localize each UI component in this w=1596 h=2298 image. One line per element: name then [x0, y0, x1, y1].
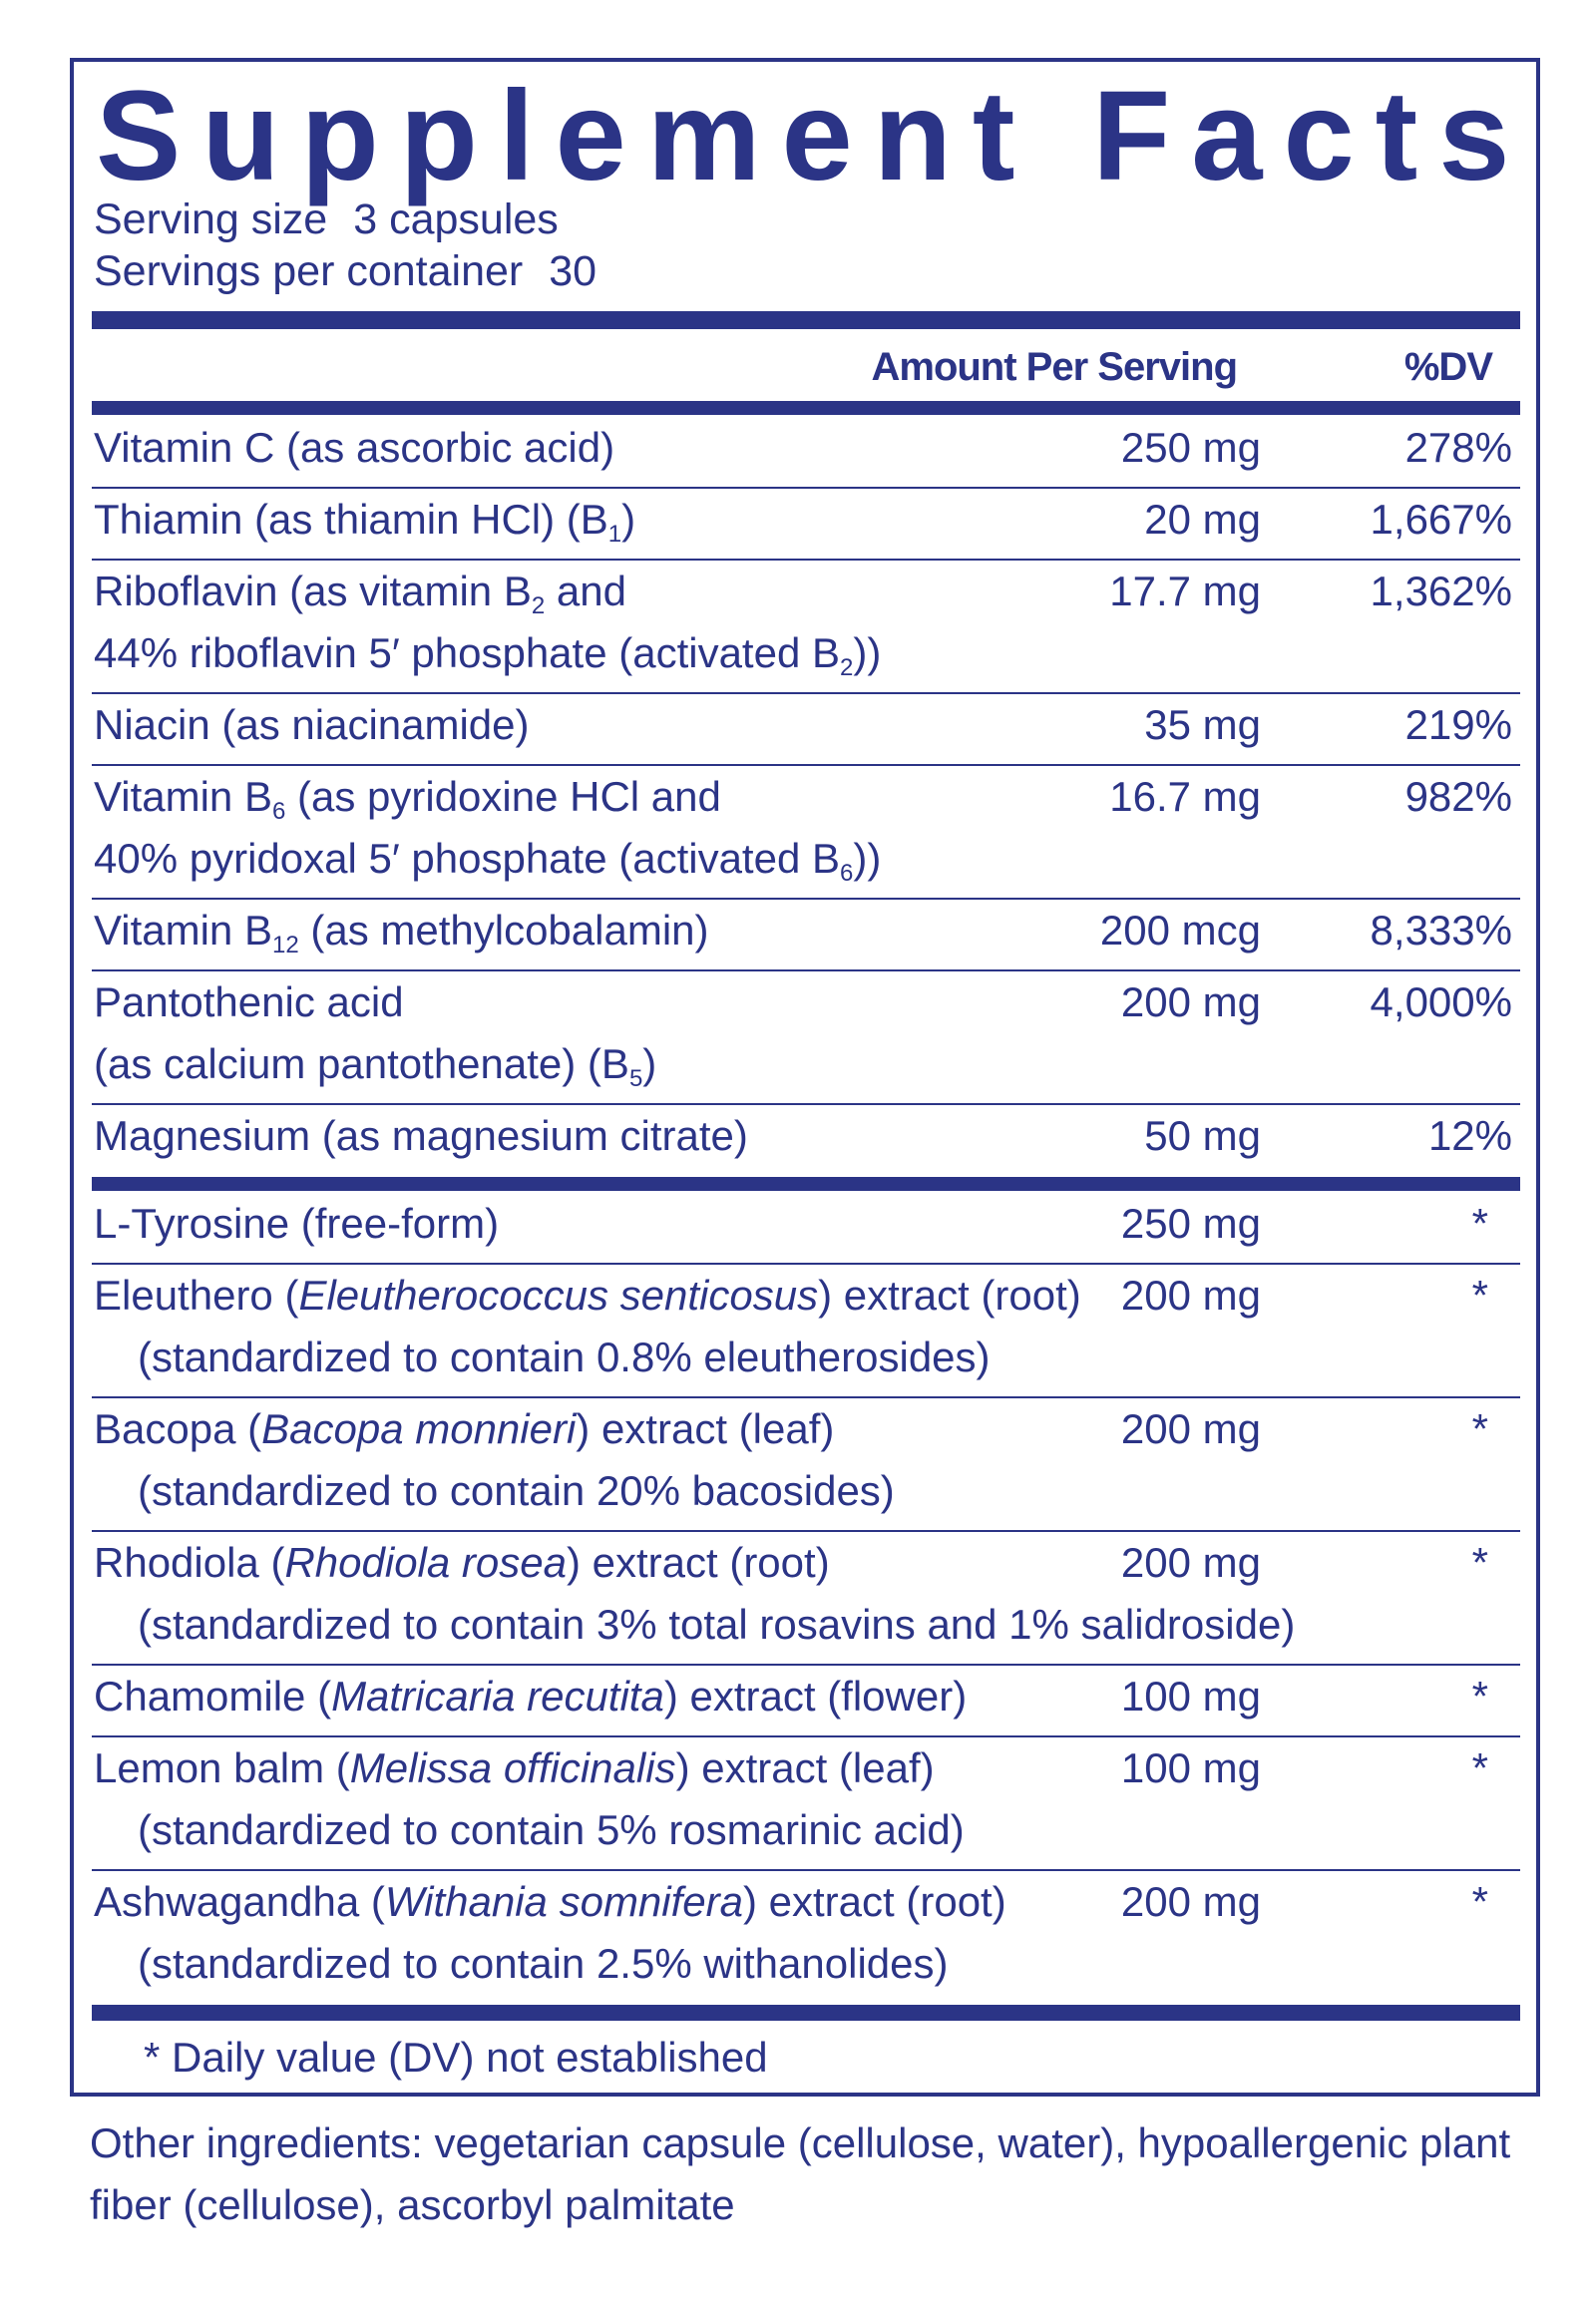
serving-size-value: 3 capsules: [353, 195, 559, 243]
nutrient-dv: 4,000%: [1370, 978, 1512, 1025]
nutrient-name-detail: 44% riboflavin 5′ phosphate (activated $B_2$)): [94, 629, 882, 681]
nutrient-name-detail: 40% pyridoxal 5′ phosphate (activated $B_6$)): [94, 835, 882, 887]
nutrient-dv: 219%: [1404, 701, 1512, 748]
nutrient-dv: 8,333%: [1370, 907, 1512, 954]
ingredient-name: Chamomile (Matricaria recutita) extract (flower): [94, 1673, 968, 1720]
ingredient-dv: *: [1471, 1200, 1488, 1247]
ingredient-amount: 200 mg: [1120, 1878, 1261, 1925]
serving-size-label: Serving size: [94, 195, 328, 243]
ingredient-amount: 100 mg: [1120, 1744, 1261, 1791]
ingredient-row: [92, 1265, 1520, 1398]
column-header-amount: Amount Per Serving: [871, 345, 1237, 389]
ingredient-standardization: (standardized to contain 3% total rosavins and 1% salidroside): [138, 1601, 1296, 1648]
ingredient-standardization: (standardized to contain 20% bacosides): [138, 1467, 895, 1514]
nutrient-row: [92, 900, 1520, 971]
ingredient-name: Lemon balm (Melissa officinalis) extract (leaf): [94, 1744, 935, 1791]
nutrient-name: Niacin (as niacinamide): [94, 701, 530, 748]
nutrient-name: Thiamin (as thiamin HCl) $(B_1)$: [94, 496, 636, 548]
nutrient-dv: 1,667%: [1370, 496, 1512, 543]
nutrient-rows: [74, 62, 1536, 2093]
nutrient-row: [92, 971, 1520, 1105]
ingredient-amount: 200 mg: [1120, 1272, 1261, 1319]
nutrient-name-detail: (as calcium pantothenate) $(B_5)$: [94, 1040, 657, 1092]
nutrient-name: Pantothenic acid: [94, 978, 404, 1025]
ingredient-row: [92, 1737, 1520, 1871]
nutrient-dv: 278%: [1404, 424, 1512, 471]
nutrient-name: Magnesium (as magnesium citrate): [94, 1112, 748, 1159]
nutrient-amount: 200 mg: [1120, 978, 1261, 1025]
nutrient-amount: 200 mcg: [1099, 907, 1261, 954]
footnote: * Daily value (DV) not established: [144, 2034, 768, 2081]
nutrient-name: Vitamin $B_6$ (as pyridoxine HCl and: [94, 773, 721, 825]
ingredient-standardization: (standardized to contain 5% rosmarinic acid): [138, 1806, 965, 1853]
nutrient-row: [92, 1105, 1520, 1177]
ingredient-dv: *: [1471, 1673, 1488, 1720]
ingredient-dv: *: [1471, 1878, 1488, 1925]
ingredient-amount: 250 mg: [1120, 1200, 1261, 1247]
nutrient-amount: 16.7 mg: [1109, 773, 1261, 820]
panel-title: Supplement Facts: [96, 65, 1531, 207]
nutrient-amount: 17.7 mg: [1109, 568, 1261, 614]
nutrient-name: Riboflavin (as vitamin $B_2$ and: [94, 568, 626, 619]
ingredient-dv: *: [1471, 1744, 1488, 1791]
ingredient-name: Ashwagandha (Withania somnifera) extract (root): [94, 1878, 1006, 1925]
nutrient-row: [92, 489, 1520, 561]
supplement-facts-panel: [70, 58, 1540, 2097]
ingredient-amount: 100 mg: [1120, 1673, 1261, 1720]
nutrient-row: [92, 766, 1520, 900]
servings-per-container-label: Servings per container: [94, 247, 524, 295]
ingredient-name: Eleuthero (Eleutherococcus senticosus) extract (root): [94, 1272, 1081, 1319]
nutrient-row: [92, 561, 1520, 694]
column-header-dv: %DV: [1403, 345, 1492, 389]
ingredient-row: [92, 1193, 1520, 1265]
ingredient-row: [92, 1871, 1520, 2005]
ingredient-row: [92, 1666, 1520, 1737]
nutrient-amount: 250 mg: [1120, 424, 1261, 471]
nutrient-row: [92, 694, 1520, 766]
other-ingredients: Other ingredients: vegetarian capsule (cellulose, water), hypoallergenic plant fiber (cellulose), ascorbyl palmitate: [90, 2119, 1511, 2228]
section-thick-rule: [92, 1177, 1520, 1191]
ingredient-name: L-Tyrosine (free-form): [94, 1200, 500, 1247]
nutrient-amount: 35 mg: [1144, 701, 1261, 748]
ingredient-amount: 200 mg: [1120, 1405, 1261, 1452]
ingredient-standardization: (standardized to contain 0.8% eleutherosides): [138, 1334, 991, 1380]
ingredient-dv: *: [1471, 1272, 1488, 1319]
nutrient-name: Vitamin $B_{12}$ (as methylcobalamin): [94, 907, 709, 958]
ingredient-row: [92, 1398, 1520, 1532]
servings-per-container-value: 30: [549, 247, 598, 295]
nutrient-amount: 50 mg: [1144, 1112, 1261, 1159]
nutrient-dv: 982%: [1404, 773, 1512, 820]
ingredient-name: Rhodiola (Rhodiola rosea) extract (root): [94, 1539, 830, 1586]
ingredient-name: Bacopa (Bacopa monnieri) extract (leaf): [94, 1405, 835, 1452]
bottom-thick-rule: [92, 2005, 1520, 2021]
ingredient-row: [92, 1532, 1520, 1666]
nutrient-dv: 1,362%: [1370, 568, 1512, 614]
nutrient-amount: 20 mg: [1144, 496, 1261, 543]
nutrient-name: Vitamin C (as ascorbic acid): [94, 424, 615, 471]
nutrient-dv: 12%: [1427, 1112, 1512, 1159]
ingredient-dv: *: [1471, 1539, 1488, 1586]
ingredient-amount: 200 mg: [1120, 1539, 1261, 1586]
ingredient-dv: *: [1471, 1405, 1488, 1452]
nutrient-row: [92, 417, 1520, 489]
ingredient-standardization: (standardized to contain 2.5% withanolides): [138, 1940, 949, 1987]
